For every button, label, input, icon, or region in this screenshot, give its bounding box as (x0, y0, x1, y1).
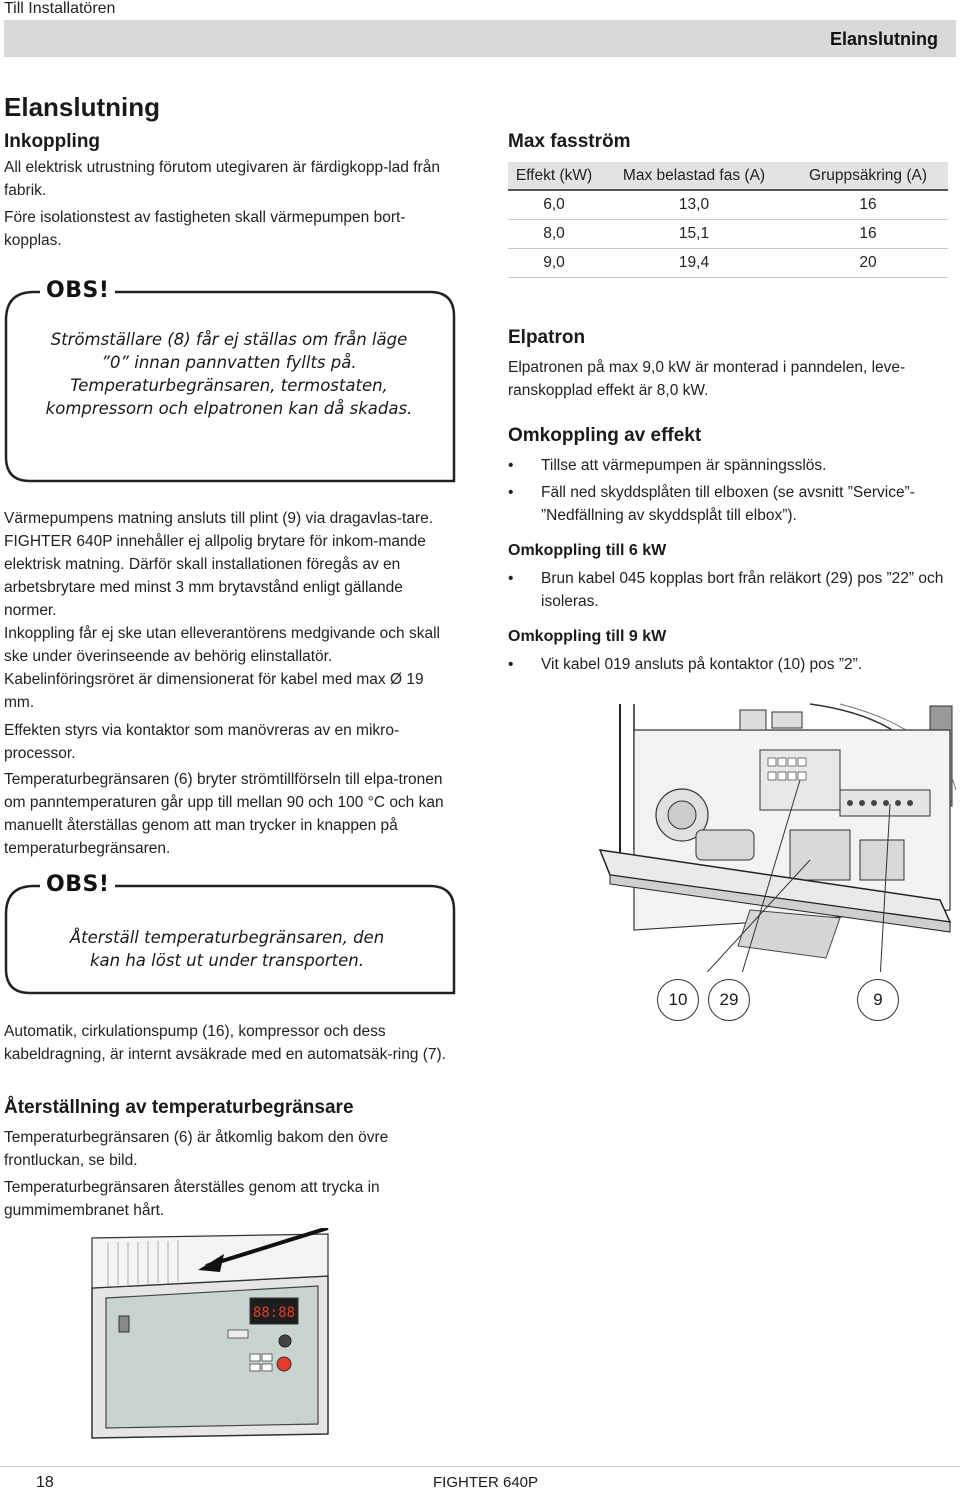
column-header-max-belastad: Max belastad fas (A) (600, 162, 788, 190)
heading-aterstallning: Återställning av temperaturbegränsare (4, 1097, 354, 1118)
table-header-row (508, 162, 948, 190)
list-omkoppling-6kw (508, 567, 948, 613)
callout-terminal-block: 9 (857, 979, 899, 1021)
table-row (508, 220, 948, 249)
table-cell: 13,0 (600, 190, 788, 220)
bullet-icon: • (508, 570, 514, 587)
display-digits: 88:88 (252, 1305, 296, 1321)
footer-rule (0, 1466, 960, 1467)
page-number: 18 (36, 1474, 54, 1491)
bullet-icon: • (508, 656, 514, 673)
table-cell: 9,0 (508, 249, 600, 278)
obs-text-2: Återställ temperaturbegränsaren, den kan ha löst ut under transporten. (69, 928, 385, 970)
control-panel-illustration (88, 1228, 350, 1446)
paragraph-temperaturbegransare: Temperaturbegränsaren (6) bryter strömtillförseln till elpa-tronen om panntemperaturen går upp till mellan 90 och 100 °C och kan manuellt återställas genom att man trycker in knappen på temperaturbegränsaren. (4, 771, 444, 857)
column-header-gruppsakring: Gruppsäkring (A) (788, 162, 948, 190)
obs-label-1: OBS! (40, 278, 115, 303)
paragraph-fabrik: All elektrisk utrustning förutom utegivaren är färdigkopp-lad från fabrik. (4, 159, 440, 199)
bullet-icon: • (508, 457, 514, 474)
obs-text-1: Strömställare (8) får ej ställas om från läge ”0” innan pannvatten fyllts på. Temperaturbegränsaren, termostaten, kompressorn och elpatronen kan då skadas. (45, 330, 413, 418)
paragraph-kontaktor: Effekten styrs via kontaktor som manövreras av en mikro-processor. (4, 722, 400, 762)
heading-inkoppling: Inkoppling (4, 131, 101, 152)
obs-warning-box-1 (4, 276, 456, 484)
obs-warning-box-2 (4, 870, 456, 996)
paragraph-matning: Värmepumpens matning ansluts till plint (9) via dragavlas-tare. FIGHTER 640P innehåller ej allpolig brytare för inkom-mande elektrisk matning. Därför skall installationen föregås av en arbetsbrytare med minst 3 mm brytavstånd enligt gällande normer. (4, 510, 434, 619)
table-row (508, 249, 948, 278)
running-header-section: Till Installatören (4, 0, 116, 17)
paragraph-elleverantor: Inkoppling får ej ske utan elleverantörens medgivande och skall ske under överinseende av behörig elinstallatör. Kabelinföringsröret är dimensionerat för kabel med max Ø 19 mm. (4, 625, 440, 711)
table-cell: 8,0 (508, 220, 600, 249)
table-cell: 16 (788, 190, 948, 220)
fuse-table (508, 162, 948, 278)
chapter-title: Elanslutning (830, 29, 938, 49)
heading-omkoppling-6kw: Omkoppling till 6 kW (508, 542, 667, 559)
column-header-effekt: Effekt (kW) (508, 162, 600, 190)
list-item: • Brun kabel 045 kopplas bort från reläkort (29) pos ”22” och isoleras. (508, 567, 948, 613)
heading-max-fasstrom: Max fasström (508, 131, 631, 152)
paragraph-atkomlig: Temperaturbegränsaren (6) är åtkomlig bakom den övre frontluckan, se bild. (4, 1129, 389, 1169)
reset-button-icon (277, 1357, 291, 1371)
list-omkoppling (508, 454, 948, 527)
list-item: • Tillse att värmepumpen är spänningsslös. (508, 454, 948, 477)
heading-omkoppling-9kw: Omkoppling till 9 kW (508, 628, 667, 645)
list-item: • Fäll ned skyddsplåten till elboxen (se avsnitt ”Service”- ”Nedfällning av skyddsplåt till elbox”). (508, 481, 948, 527)
page-title: Elanslutning (4, 92, 160, 122)
main-switch-icon (119, 1316, 129, 1332)
callout-contactor: 10 (657, 979, 699, 1021)
list-omkoppling-9kw (508, 653, 948, 676)
obs-label-2: OBS! (40, 872, 115, 897)
paragraph-gummimembran: Temperaturbegränsaren återställes genom att trycka in gummimembranet hårt. (4, 1179, 380, 1219)
table-cell: 20 (788, 249, 948, 278)
list-item: • Vit kabel 019 ansluts på kontaktor (10) pos ”2”. (508, 653, 948, 676)
electrical-box-illustration (510, 700, 960, 972)
table-row (508, 190, 948, 220)
product-name: FIGHTER 640P (433, 1474, 539, 1491)
heading-elpatron: Elpatron (508, 327, 586, 348)
paragraph-isolationstest: Före isolationstest av fastigheten skall värmepumpen bort-kopplas. (4, 209, 406, 249)
paragraph-automatik: Automatik, cirkulationspump (16), kompressor och dess kabeldragning, är internt avsäkrade med en automatsäk-ring (7). (4, 1023, 446, 1063)
table-cell: 19,4 (600, 249, 788, 278)
heading-omkoppling: Omkoppling av effekt (508, 425, 702, 446)
bullet-icon: • (508, 484, 514, 501)
table-cell: 16 (788, 220, 948, 249)
paragraph-elpatron: Elpatronen på max 9,0 kW är monterad i panndelen, leve-ranskopplad effekt är 8,0 kW. (508, 359, 906, 399)
table-cell: 15,1 (600, 220, 788, 249)
table-cell: 6,0 (508, 190, 600, 220)
chapter-bar (4, 20, 956, 57)
callout-relay-card: 29 (708, 979, 750, 1021)
